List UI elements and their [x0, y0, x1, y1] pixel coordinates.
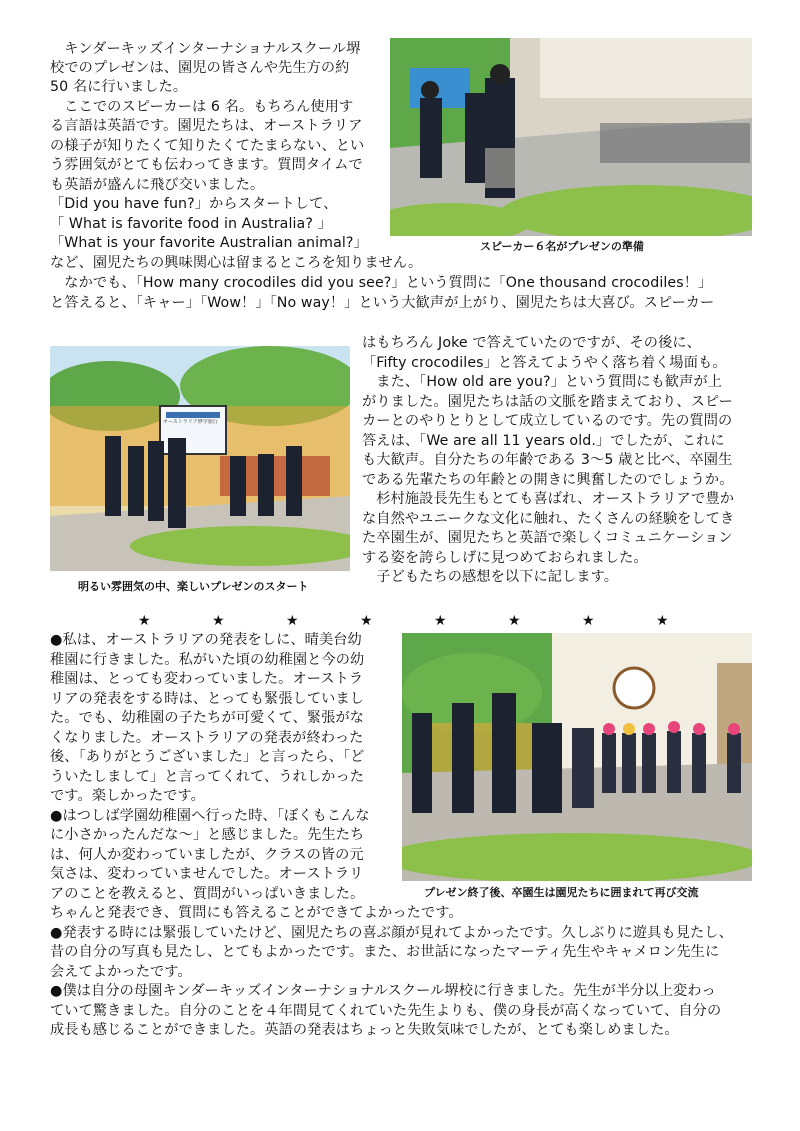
- text-line: ●発表する時には緊張していたけど、園児たちの喜ぶ顔が見れてよかったです。久しぶりに遊具も見たし、: [50, 925, 733, 941]
- text-line: 杉村施設長先生もとても喜ばれ、オーストラリアで豊か: [362, 491, 735, 507]
- text-line: 気さは、変わっていませんでした。オーストラリ: [50, 866, 364, 882]
- text-line: 「 What is favorite food in Australia? 」: [50, 216, 332, 232]
- text-line: 昔の自分の写真も見たし、とてもよかったです。また、お世話になったマーティ先生やキャメロン先生に: [50, 944, 720, 960]
- text-line: 「What is your favorite Australian animal?」: [50, 235, 368, 251]
- text-line: キンダーキッズインターナショナルスクール堺: [50, 41, 361, 57]
- text-line: も大歓声。自分たちの年齢である 3～5 歳と比べ、卒園生: [362, 452, 733, 468]
- text-line: アのことを教えると、質問がいっぱいきました。: [50, 886, 365, 902]
- text-line: また、「How old are you?」という質問にも歓声が上: [362, 374, 723, 390]
- text-line: ここでのスピーカーは 6 名。もちろん使用す: [50, 99, 354, 115]
- photo1-caption: スピーカー６名がプレゼンの準備: [480, 240, 644, 253]
- photo3-caption: プレゼン終了後、卒園生は園児たちに囲まれて再び交流: [424, 886, 699, 899]
- text-line: なかでも、「How many crocodiles did you see?」という質問に「One thousand crocodiles！」: [50, 275, 713, 291]
- text-line: 稚園に行きました。私がいた頃の幼稚園と今の幼: [50, 652, 365, 668]
- text-line: 稚園は、とっても変わっていました。オーストラ: [50, 671, 364, 687]
- text-line: も英語が盛んに飛び交いました。: [50, 177, 265, 193]
- text-line: は、何人か変わっていましたが、クラスの皆の元: [50, 847, 364, 863]
- photo-interaction-after: [402, 633, 752, 881]
- star-icon: ★: [212, 613, 225, 629]
- text-line: です。楽しかったです。: [50, 788, 205, 804]
- text-line: がりました。園児たちは話の文脈を踏まえており、スピー: [362, 394, 733, 410]
- text-line: に小さかったんだな～」と感じました。先生たち: [50, 827, 365, 843]
- star-icon: ★: [138, 613, 151, 629]
- text-line: 答えは、「We are all 11 years old.」でしたが、これに: [362, 433, 725, 449]
- text-line: と答えると、「キャー」「Wow！」「No way！」という大歓声が上がり、園児たちは大喜び。スピーカー: [50, 295, 715, 311]
- star-divider: [50, 612, 750, 630]
- text-line: の様子が知りたくて知りたくてたまらない、とい: [50, 138, 365, 154]
- text-line: た。でも、幼稚園の子たちが可愛くて、緊張がな: [50, 710, 365, 726]
- text-line: ちゃんと発表でき、質問にも答えることができてよかったです。: [50, 905, 463, 921]
- text-line: 子どもたちの感想を以下に記します。: [362, 569, 619, 585]
- text-line: はもちろん Joke で答えていたのですが、その後に、: [362, 335, 701, 351]
- text-line: である先輩たちの年齢との開きに興奮したのでしょうか。: [362, 472, 734, 488]
- text-line: 後、「ありがとうございました」と言ったら、「ど: [50, 749, 365, 765]
- star-icon: ★: [508, 613, 521, 629]
- star-icon: ★: [656, 613, 669, 629]
- star-icon: ★: [434, 613, 447, 629]
- text-line: 「Did you have fun?」からスタートして、: [50, 196, 338, 212]
- text-line: ていて驚きました。自分のことを４年間見てくれていた先生よりも、僕の身長が高くなっていて、自分の: [50, 1003, 722, 1019]
- photo-speakers-preparing: [390, 38, 752, 236]
- text-line: ●私は、オーストラリアの発表をしに、晴美台幼: [50, 632, 362, 648]
- text-line: カーとのやりとりとして成立しているのです。先の質問の: [362, 413, 733, 429]
- text-line: う雰囲気がとても伝わってきます。質問タイムで: [50, 157, 363, 173]
- text-line: な自然やユニークな文化に触れ、たくさんの経験をしてき: [362, 511, 735, 527]
- text-line: 「Fifty crocodiles」と答えてようやく落ち着く場面も。: [362, 355, 727, 371]
- star-icon: ★: [582, 613, 595, 629]
- text-line: 校でのプレゼンは、園児の皆さんや先生方の約: [50, 60, 350, 76]
- text-line: ういたしまして」と言ってくれて、うれしかった: [50, 769, 365, 785]
- photo2-caption: 明るい雰囲気の中、楽しいプレゼンのスタート: [78, 580, 309, 593]
- text-line: ●はつしば学園幼稚園へ行った時、「ぼくもこんな: [50, 808, 370, 824]
- text-line: ●僕は自分の母園キンダーキッズインターナショナルスクール堺校に行きました。先生が半分以上変わっ: [50, 983, 716, 999]
- photo-presentation-start: [50, 346, 350, 571]
- text-line: 50 名に行いました。: [50, 79, 188, 95]
- star-icon: ★: [360, 613, 373, 629]
- star-icon: ★: [286, 613, 299, 629]
- text-line: する姿を誇らしげに見つめておられました。: [362, 550, 648, 566]
- presentation-screen-text: オーストラリア修学旅行: [163, 419, 218, 425]
- text-line: など、園児たちの興味関心は留まるところを知りません。: [50, 255, 423, 271]
- text-line: た卒園生が、園児たちと英語で楽しくコミュニケーション: [362, 530, 733, 546]
- text-line: リアの発表をする時は、とっても緊張していまし: [50, 691, 365, 707]
- text-line: る言語は英語です。園児たちは、オーストラリア: [50, 118, 363, 134]
- text-line: くなりました。オーストラリアの発表が終わった: [50, 730, 364, 746]
- text-line: 成長も感じることができました。英語の発表はちょっと失敗気味でしたが、とても楽しめました。: [50, 1022, 679, 1038]
- text-line: 会えてよかったです。: [50, 964, 192, 980]
